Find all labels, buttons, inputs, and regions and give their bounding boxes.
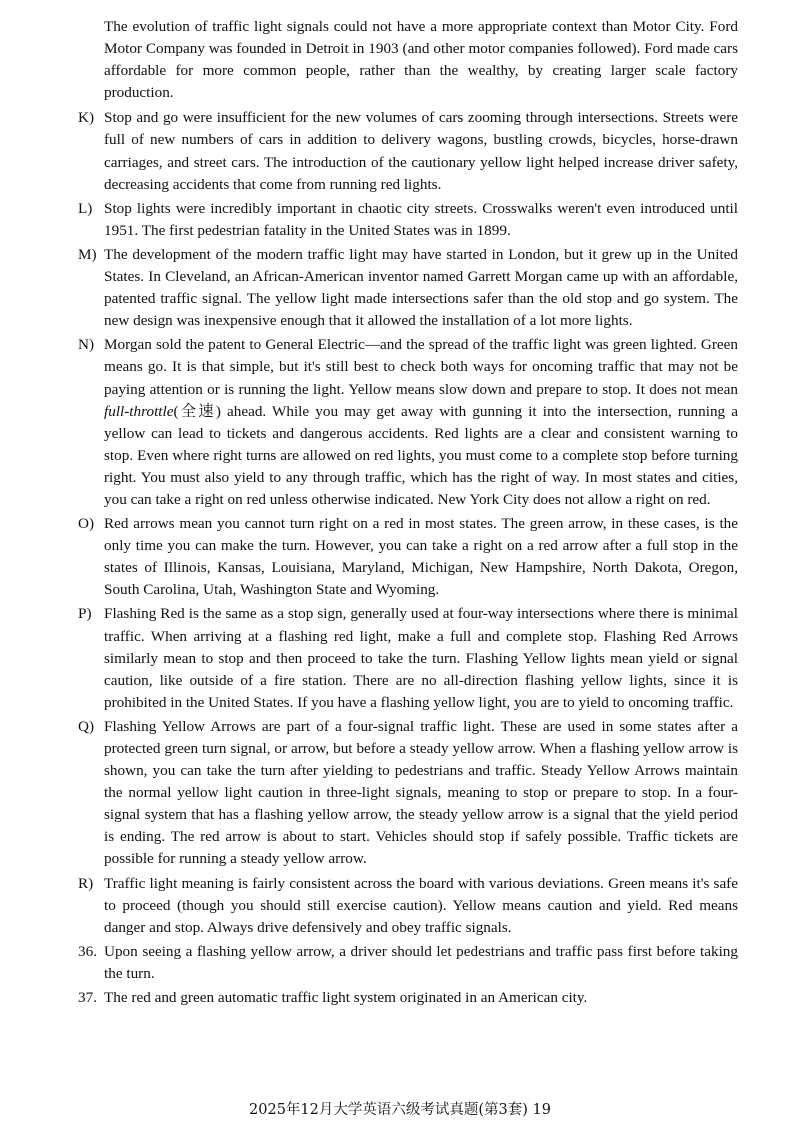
- paragraph-text-after: ahead. While you may get away with gunning it into the intersection, running a yellow can lead to tickets and dangerous accidents. Red lights are a clear and consistent warning to stop. Even where right turns are allowed on red lights, you must come to a complete stop before turning right. You must also yield to any through traffic, which has the right of way. In most states and cities, you can take a right on red unless otherwise indicated. New York City does not allow a right on red.: [104, 402, 738, 508]
- question-text: The red and green automatic traffic light system originated in an American city.: [104, 989, 588, 1007]
- paragraph-label: P): [78, 605, 92, 623]
- paragraph-text: Red arrows mean you cannot turn right on a red in most states. The green arrow, in these cases, is the only time you can make the turn. However, you can take a right on a red arrow after a full stop in the states of Illinois, Kansas, Louisiana, Maryland, Michigan, New Hampshire, North Dakota, Oregon, South Carolina, Utah, Washington State and Wyoming.: [104, 515, 738, 599]
- paragraph-n: [78, 334, 738, 511]
- paragraph-text: Stop and go were insufficient for the new volumes of cars zooming through intersections. Streets were full of new numbers of cars in addition to delivery wagons, bustling crowds, bicycles, horse-drawn carriages, and street cars. The introduction of the cautionary yellow light helped increase driver safety, decreasing accidents that come from running red lights.: [104, 109, 738, 193]
- italic-term: full-throttle: [104, 402, 174, 420]
- paragraph-label: M): [78, 245, 97, 263]
- paragraph-r: [78, 873, 738, 939]
- question-text: Upon seeing a flashing yellow arrow, a driver should let pedestrians and traffic pass first before taking the turn.: [104, 942, 738, 982]
- paragraph-text: Stop lights were incredibly important in chaotic city streets. Crosswalks weren't even introduced until 1951. The first pedestrian fatality in the United States was in 1899.: [104, 199, 738, 239]
- question-36: [78, 941, 738, 985]
- paragraph-m: [78, 244, 738, 332]
- paragraph-label: K): [78, 109, 95, 127]
- page-footer: 2025年12月大学英语六级考试真题(第3套) 19: [249, 1102, 551, 1118]
- question-37: [78, 987, 738, 1009]
- paragraph-label: O): [78, 515, 95, 533]
- paragraph-label: L): [78, 199, 93, 217]
- question-number: 36.: [78, 942, 97, 960]
- intro-paragraph: [78, 16, 738, 104]
- paragraph-text-before: Morgan sold the patent to General Electric—and the spread of the traffic light was green lighted. Green means go. It is that simple, but it's still best to check both ways for oncoming traffic that may not be paying attention or is running the light. Yellow means slow down and prepare to stop. It does not mean: [104, 336, 738, 398]
- paragraph-text: Traffic light meaning is fairly consistent across the board with various deviations. Green means it's safe to proceed (though you should still exercise caution). Yellow means caution and yield. Red means danger and stop. Always drive defensively and obey traffic signals.: [104, 874, 738, 936]
- paragraph-p: [78, 603, 738, 713]
- paragraph-l: [78, 198, 738, 242]
- passage-content: [78, 16, 738, 1011]
- paragraph-q: [78, 716, 738, 871]
- paragraph-o: [78, 513, 738, 601]
- question-number: 37.: [78, 989, 97, 1007]
- paragraph-text: The development of the modern traffic light may have started in London, but it grew up in the United States. In Cleveland, an African-American inventor named Garrett Morgan came up with an affordable, patented traffic signal. The yellow light made intersections safer than the old stop and go system. The new design was inexpensive enough that it allowed the installation of a lot more lights.: [104, 245, 738, 330]
- intro-text: The evolution of traffic light signals could not have a more appropriate context than Motor City. Ford Motor Company was founded in Detroit in 1903 (and other motor companies followed). Ford made cars affordable for more common people, rather than the wealthy, by creating larger scale factory production.: [104, 18, 738, 102]
- paragraph-label: N): [78, 336, 95, 354]
- paragraph-k: [78, 107, 738, 195]
- paragraph-label: R): [78, 874, 94, 892]
- chinese-gloss: (全速): [173, 402, 221, 420]
- paragraph-label: Q): [78, 717, 95, 735]
- paragraph-text: Flashing Yellow Arrows are part of a four-signal traffic light. These are used in some states after a protected green turn signal, or arrow, but before a steady yellow arrow. When a flashing yellow arrow is shown, you can take the turn after yielding to pedestrians and traffic. Steady Yellow Arrows maintain the normal yellow light caution in three-light signals, meaning to stop or prepare to stop. In a four-signal system that has a flashing yellow arrow, the steady yellow arrow is a signal that the yield period is ending. The red arrow is about to start. Vehicles should stop if safely possible. Traffic tickets are possible for running a steady yellow arrow.: [104, 717, 738, 868]
- paragraph-text: Flashing Red is the same as a stop sign, generally used at four-way intersections where there is minimal traffic. When arriving at a flashing red light, make a full and complete stop. Flashing Red Arrows similarly mean to stop and then proceed to take the turn. Flashing Yellow lights mean yield or signal caution, like outside of a fire station. There are no all-direction flashing yellow lights, since it is prohibited in the United States. If you have a flashing yellow light, you are to yield to oncoming traffic.: [104, 605, 738, 711]
